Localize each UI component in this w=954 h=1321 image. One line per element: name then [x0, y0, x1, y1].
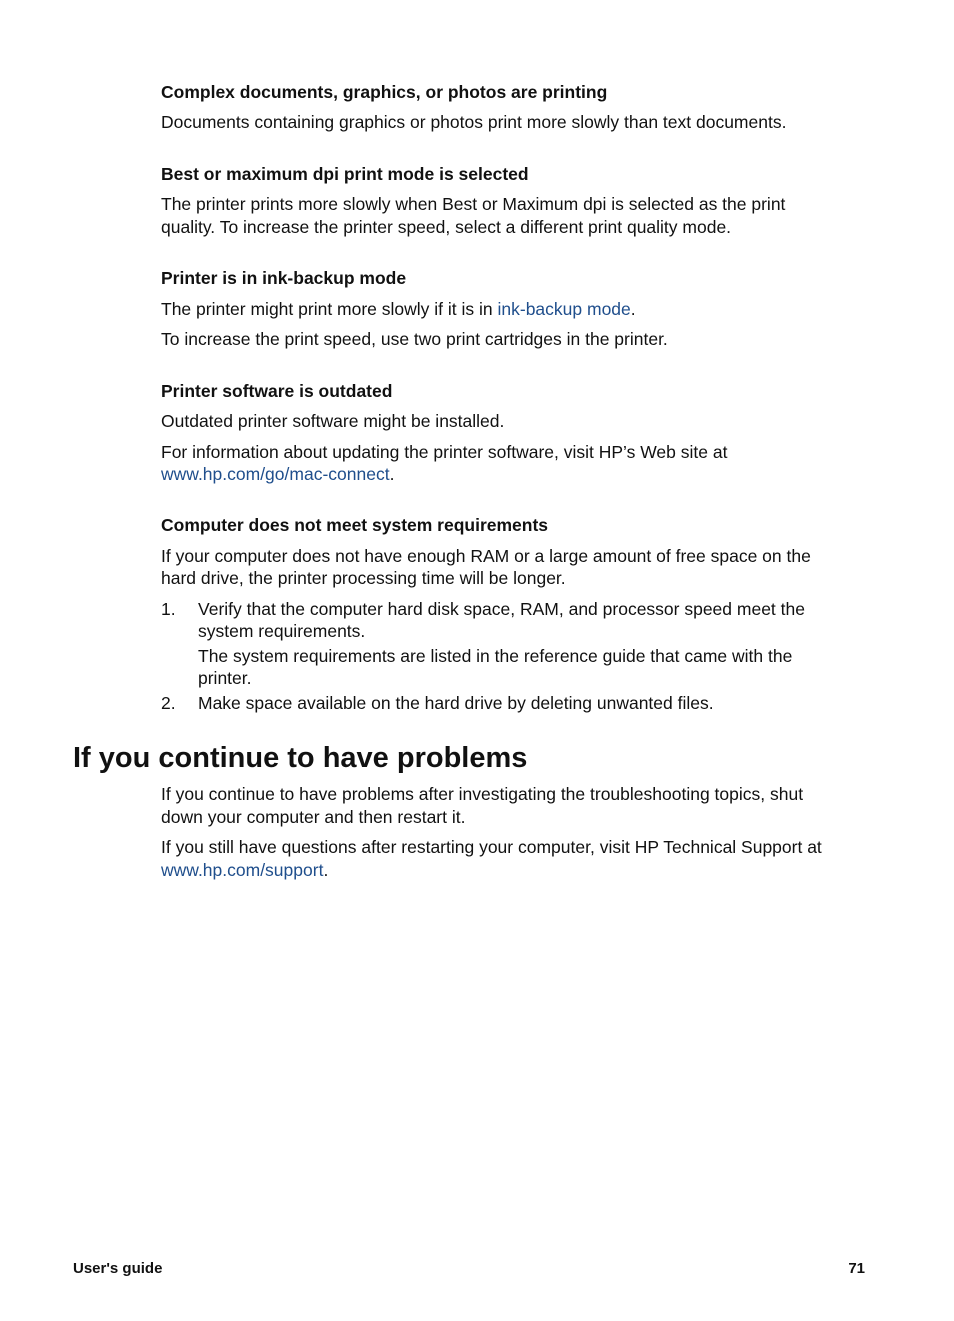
paragraph-text: .: [323, 860, 329, 880]
section-heading-software-outdated: Printer software is outdated: [161, 381, 393, 401]
list-item-text: Verify that the computer hard disk space, RAM, and processor speed meet the: [198, 599, 805, 619]
list-item-text: system requirements.: [198, 621, 366, 641]
page-number: 71: [848, 1260, 865, 1277]
section-paragraph-line: [161, 463, 394, 486]
section-paragraph-line: If you still have questions after restarting your computer, visit HP Technical Support at: [161, 837, 822, 857]
section-heading-complex-documents: Complex documents, graphics, or photos are printing: [161, 82, 608, 102]
section-paragraph-line: down your computer and then restart it.: [161, 807, 466, 827]
section-paragraph-line: If your computer does not have enough RAM or a large amount of free space on the: [161, 546, 811, 566]
list-item-note: printer.: [198, 668, 252, 688]
section-paragraph: Outdated printer software might be installed.: [161, 411, 505, 431]
list-item-number: 2.: [161, 693, 176, 713]
footer-title: User's guide: [73, 1260, 163, 1277]
ink-backup-mode-link[interactable]: ink-backup mode: [497, 299, 631, 319]
mac-connect-link[interactable]: www.hp.com/go/mac-connect: [161, 464, 390, 484]
section-paragraph-line: The printer prints more slowly when Best or Maximum dpi is selected as the print: [161, 194, 786, 214]
section-paragraph: Documents containing graphics or photos print more slowly than text documents.: [161, 112, 787, 132]
paragraph-text: .: [389, 464, 395, 484]
paragraph-text: The printer might print more slowly if it is in: [161, 299, 498, 319]
page-heading: If you continue to have problems: [73, 742, 528, 774]
section-paragraph-line: quality. To increase the printer speed, select a different print quality mode.: [161, 217, 732, 237]
section-heading-system-requirements: Computer does not meet system requirements: [161, 515, 549, 535]
section-paragraph: To increase the print speed, use two print cartridges in the printer.: [161, 329, 668, 349]
section-heading-best-dpi: Best or maximum dpi print mode is selected: [161, 164, 529, 184]
section-paragraph-line: For information about updating the printer software, visit HP’s Web site at: [161, 442, 728, 462]
section-paragraph-line: hard drive, the printer processing time will be longer.: [161, 568, 566, 588]
list-item-note: The system requirements are listed in the reference guide that came with the: [198, 646, 793, 666]
hp-support-link[interactable]: www.hp.com/support: [161, 860, 324, 880]
section-paragraph: [161, 298, 636, 321]
list-item-text: Make space available on the hard drive by deleting unwanted files.: [198, 693, 714, 713]
section-paragraph-line: [161, 859, 328, 882]
section-heading-ink-backup: Printer is in ink-backup mode: [161, 268, 407, 288]
section-paragraph-line: If you continue to have problems after investigating the troubleshooting topics, shut: [161, 784, 804, 804]
paragraph-text: .: [630, 299, 636, 319]
list-item-number: 1.: [161, 599, 176, 619]
